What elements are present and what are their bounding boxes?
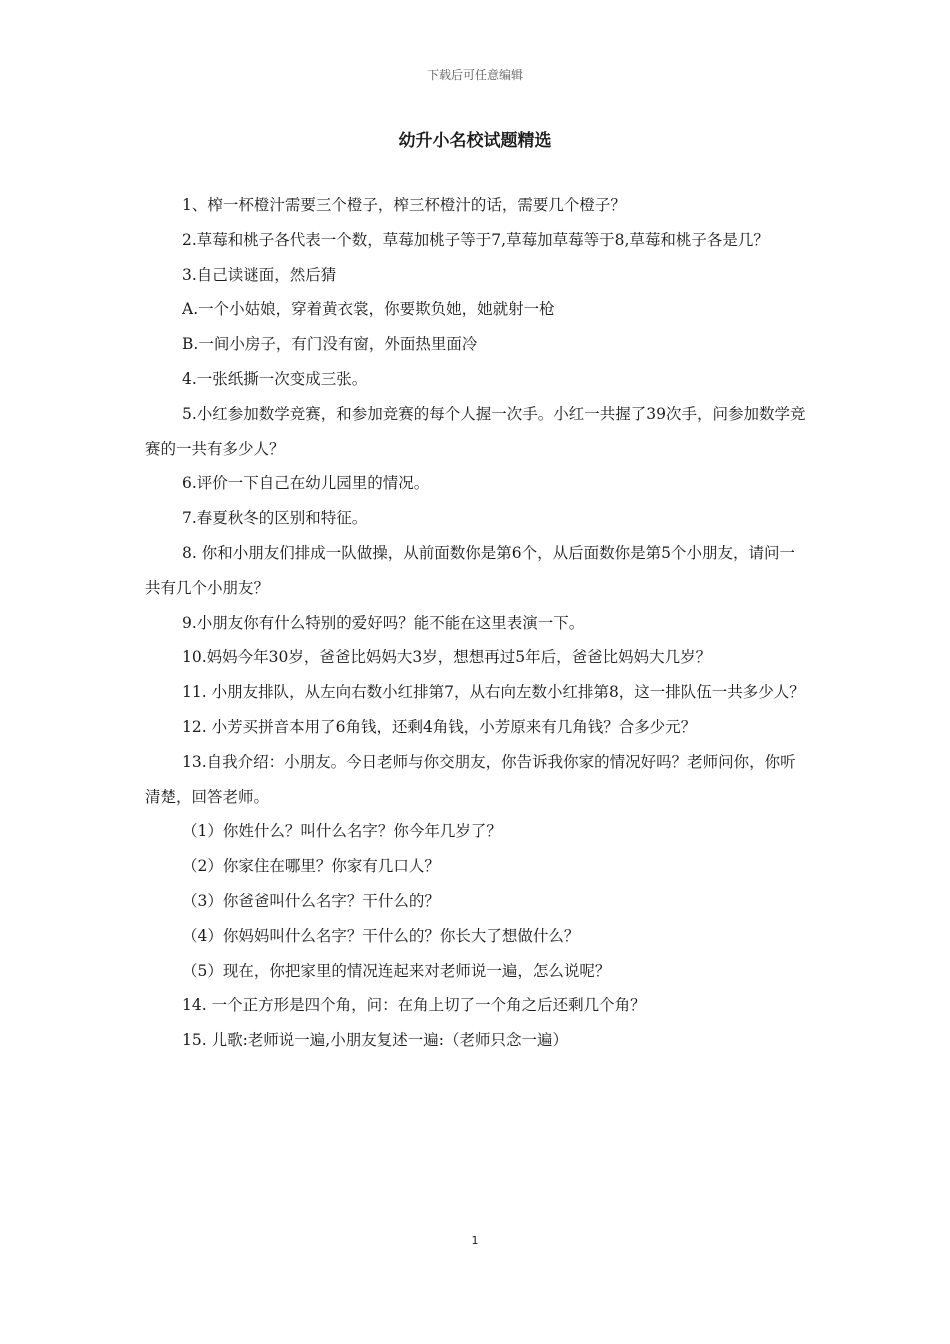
riddle-b: B.一间小房子，有门没有窗，外面热里面冷 <box>182 335 478 354</box>
sub-question-5: （5）现在，你把家里的情况连起来对老师说一遍，怎么说呢？ <box>182 961 611 980</box>
document-body <box>145 188 807 1058</box>
question-6: 6.评价一下自己在幼儿园里的情况。 <box>182 474 430 493</box>
sub-question-2: （2）你家住在哪里？你家有几口人？ <box>182 857 440 876</box>
question-12: 12. 小芳买拼音本用了6角钱，还剩4角钱，小芳原来有几角钱？合多少元？ <box>182 717 697 736</box>
sub-question-3: （3）你爸爸叫什么名字？干什么的？ <box>182 891 440 910</box>
page-number: 1 <box>471 1234 479 1247</box>
page-header: 下载后可任意编辑 <box>426 68 523 82</box>
question-13: 13.自我介绍：小朋友。今日老师与你交朋友，你告诉我你家的情况好吗？老师问你，你听清楚，回答老师。 <box>145 752 796 806</box>
question-11: 11. 小朋友排队，从左向右数小红排第7，从右向左数小红排第8，这一排队伍一共多少人？ <box>182 683 805 702</box>
question-4: 4.一张纸撕一次变成三张。 <box>182 369 368 388</box>
question-15: 15. 儿歌:老师说一遍,小朋友复述一遍:（老师只念一遍） <box>182 1031 568 1050</box>
question-10: 10.妈妈今年30岁，爸爸比妈妈大3岁，想想再过5年后，爸爸比妈妈大几岁？ <box>182 648 712 667</box>
document-title: 幼升小名校试题精选 <box>398 131 552 151</box>
riddle-a: A.一个小姑娘，穿着黄衣裳，你要欺负她，她就射一枪 <box>182 300 555 319</box>
question-3: 3.自己读谜面，然后猜 <box>182 265 337 284</box>
question-9: 9.小朋友你有什么特别的爱好吗？能不能在这里表演一下。 <box>182 613 585 632</box>
question-2: 2.草莓和桃子各代表一个数，草莓加桃子等于7,草莓加草莓等于8,草莓和桃子各是几？ <box>182 230 769 249</box>
question-14: 14. 一个正方形是四个角，问：在角上切了一个角之后还剩几个角？ <box>182 996 646 1015</box>
question-7: 7.春夏秋冬的区别和特征。 <box>182 509 368 528</box>
sub-question-1: （1）你姓什么？叫什么名字？你今年几岁了？ <box>182 822 502 841</box>
sub-question-4: （4）你妈妈叫什么名字？干什么的？你长大了想做什么？ <box>182 926 580 945</box>
question-8: 8. 你和小朋友们排成一队做操，从前面数你是第6个，从后面数你是第5个小朋友，请问一共有几个小朋友？ <box>145 543 795 597</box>
question-5: 5.小红参加数学竞赛，和参加竞赛的每个人握一次手。小红一共握了39次手，问参加数学竞赛的一共有多少人？ <box>145 404 806 458</box>
question-1: 1、榨一杯橙汁需要三个橙子，榨三杯橙汁的话，需要几个橙子？ <box>182 196 626 214</box>
